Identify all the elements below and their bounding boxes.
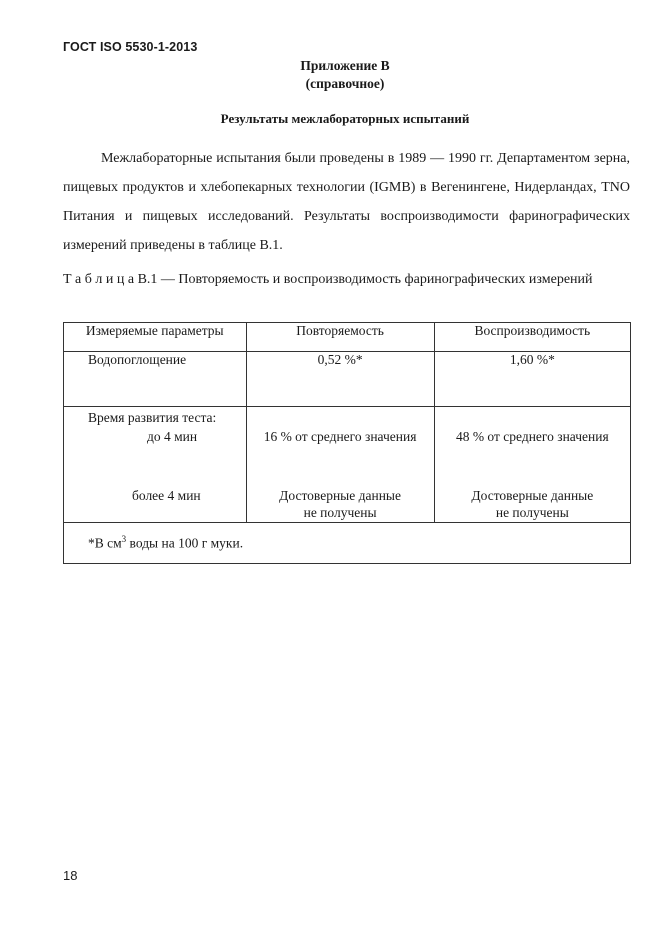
table-row [64,352,631,407]
appendix-heading [200,57,490,93]
table-footnote [64,523,631,564]
development-time-sub1: до 4 мин [147,429,198,444]
standard-code: ГОСТ ISO 5530-1-2013 [63,40,198,54]
cell-reproducibility-time [434,407,630,523]
results-table [63,322,631,564]
footnote-suffix: воды на 100 г муки. [126,535,244,551]
table-row [64,407,631,523]
cell-repeatability-time [246,407,434,523]
reproducibility-sub2-line1: Достоверные данные [471,488,594,503]
appendix-title: Приложение В [300,58,390,73]
development-time-sub2: более 4 мин [132,488,201,503]
repeatability-sub1: 16 % от среднего значения [263,429,417,444]
cell-development-time [64,407,247,523]
header-reproducibility: Воспроизводимость [434,323,630,352]
cell-water-absorption: Водопоглощение [64,352,247,407]
table-header-row [64,323,631,352]
repeatability-sub2-line1: Достоверные данные [279,488,401,503]
page-number: 18 [63,868,78,883]
footnote-prefix: *В см [88,535,122,551]
reproducibility-sub2-line2: не получены [495,505,569,520]
section-title: Результаты межлабораторных испытаний [220,111,470,126]
repeatability-sub2-line2: не получены [303,505,377,520]
header-parameters: Измеряемые параметры [64,323,247,352]
table-caption: Т а б л и ц а В.1 — Повторяемость и воспроизводимость фаринографических измерений [63,272,593,287]
reproducibility-sub1: 48 % от среднего значения [455,429,609,444]
body-paragraph: Межлабораторные испытания были проведены в 1989 — 1990 гг. Департаментом зерна, пищевых продуктов и хлебопекарных технологии (IGMB) в Вегенингене, Нидерландах, TNO Питания и пищевых исследований. Результаты воспроизводимости фаринографических измерений приведены в таблице В.1. [63,151,630,253]
header-repeatability: Повторяемость [246,323,434,352]
table-footnote-row [64,523,631,564]
appendix-subtitle: (справочное) [305,76,385,91]
footnote-superscript: 3 [121,534,127,545]
development-time-title: Время развития теста: [88,410,217,425]
cell-reproducibility-water: 1,60 %* [434,352,630,407]
cell-repeatability-water: 0,52 %* [246,352,434,407]
